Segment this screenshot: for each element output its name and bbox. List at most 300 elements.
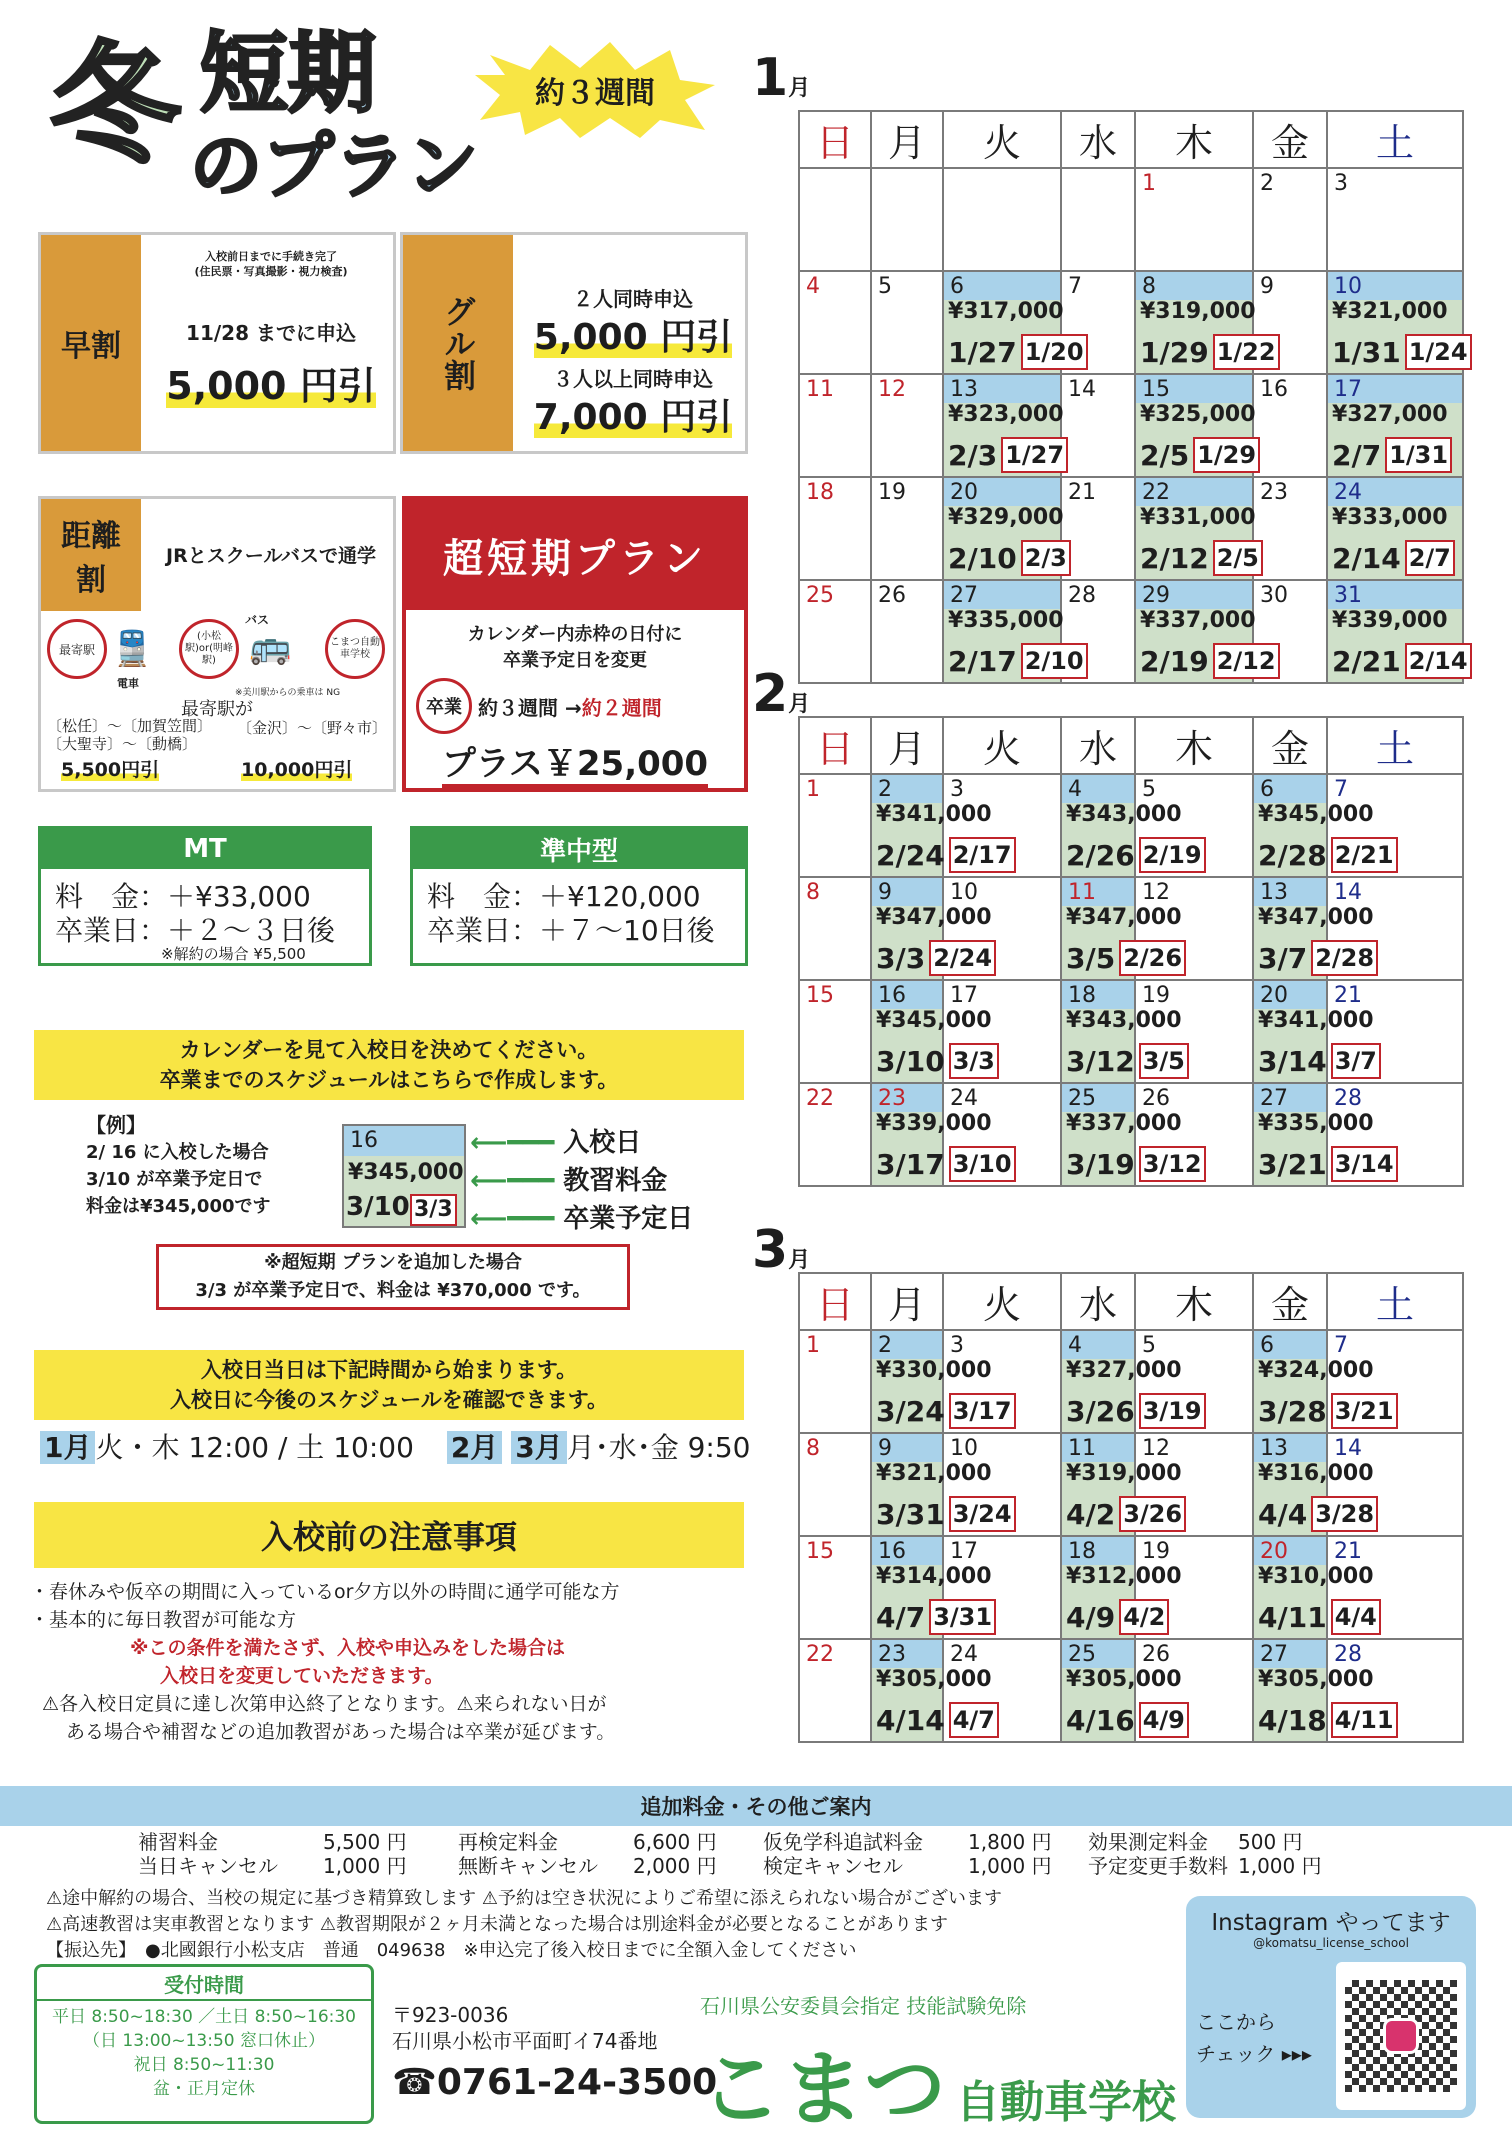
lesson-price: ¥337,000 [1066, 1111, 1182, 1136]
day-number: 2 [1260, 171, 1274, 196]
day-cell [799, 1639, 871, 1742]
mt-fee: 料 金：＋¥33,000 [55, 880, 311, 913]
day-number: 27 [1260, 1086, 1288, 1111]
graduation-date: 2/7 [1332, 439, 1382, 472]
graduation-date: 3/10 [876, 1045, 945, 1078]
weekday-header: 水 [1061, 111, 1135, 168]
day-number: 21 [1334, 983, 1362, 1008]
day-number: 23 [878, 1642, 906, 1667]
day-number: 5 [1142, 1333, 1156, 1358]
super-line1: カレンダー内赤枠の日付に [467, 624, 683, 645]
day-cell [871, 374, 943, 477]
day-cell [799, 980, 871, 1083]
day-cell [1327, 877, 1463, 980]
day-cell[interactable] [1327, 374, 1463, 477]
weekday-header: 日 [799, 111, 871, 168]
area-b: 〔金沢〕～〔野々市〕 [237, 719, 388, 737]
day-cell [943, 1083, 1061, 1186]
day-cell [1253, 477, 1327, 580]
fee-item-value: 1,000 円 [1238, 1854, 1322, 1878]
day-cell [943, 1433, 1061, 1536]
super-short-date: 3/14 [1331, 1146, 1398, 1182]
bus-label: バス [245, 613, 270, 627]
day-number: 16 [878, 1539, 906, 1564]
distance-discount-card [38, 496, 396, 792]
example-text: 【例】 2/ 16 に入校した場合 3/10 が卒業予定日で 料金は¥345,000です [86, 1113, 271, 1217]
march-calendar [798, 1272, 1464, 1743]
graduation-date: 3/19 [1066, 1148, 1135, 1181]
notes-banner: 入校前の注意事項 [34, 1502, 744, 1568]
early-amount: 5,000 円引 [166, 364, 376, 408]
lesson-price: ¥347,000 [1258, 905, 1374, 930]
super-short-date: 2/5 [1213, 540, 1263, 576]
graduation-date: 4/16 [1066, 1704, 1135, 1737]
day-number: 1 [806, 777, 820, 802]
graduation-date: 1/31 [1332, 336, 1401, 369]
day-cell [799, 477, 871, 580]
day-number: 2 [878, 1333, 892, 1358]
day-cell [1135, 980, 1253, 1083]
weekday-header: 土 [1327, 1273, 1463, 1330]
school-address: 〒923-0036 石川県小松市平面町イ74番地 [392, 2003, 658, 2053]
day-cell [799, 774, 871, 877]
fee-item-label: 無断キャンセル [458, 1854, 598, 1878]
february-calendar [798, 716, 1464, 1187]
weekday-header: 金 [1253, 111, 1327, 168]
weekday-header: 水 [1061, 717, 1135, 774]
day-cell [1327, 980, 1463, 1083]
title-winter: 冬 [50, 29, 181, 181]
group-discount-card [400, 232, 748, 454]
group-amount1: 5,000 円引 [533, 317, 733, 358]
lesson-price: ¥323,000 [948, 402, 1064, 427]
feb-label: 2月 [752, 664, 811, 724]
graduation-date: 4/4 [1258, 1498, 1308, 1531]
fee-item-label: 仮免学科追試料金 [763, 1830, 923, 1854]
weekday-header: 金 [1253, 717, 1327, 774]
day-number: 6 [1260, 1333, 1274, 1358]
day-number: 21 [1334, 1539, 1362, 1564]
day-number: 26 [878, 583, 906, 608]
super-line2: 卒業予定日を変更 [503, 650, 647, 671]
super-short-date: 4/7 [949, 1702, 999, 1738]
lesson-price: ¥319,000 [1140, 299, 1256, 324]
super-short-date: 1/29 [1193, 437, 1260, 473]
insta-handle: @komatsu_license_school [1253, 1936, 1409, 1950]
day-number: 23 [1260, 480, 1288, 505]
day-cell[interactable] [1061, 1330, 1202, 1433]
graduation-date: 1/29 [1140, 336, 1209, 369]
day-number: 7 [1334, 1333, 1348, 1358]
early-deadline: 11/28 までに申込 [186, 321, 356, 345]
day-number: 21 [1068, 480, 1096, 505]
day-cell [799, 271, 871, 374]
day-number: 4 [1068, 777, 1082, 802]
fee-item-value: 2,000 円 [633, 1854, 717, 1878]
semi-card [410, 826, 748, 966]
day-number: 9 [1260, 274, 1274, 299]
day-number: 27 [1260, 1642, 1288, 1667]
day-cell [1253, 271, 1327, 374]
start-times: 1月 火・木 12:00 / 土 10:00 2月 3月 月･水･金 9:50 [40, 1426, 750, 1466]
day-cell[interactable] [871, 1330, 1012, 1433]
day-number: 31 [1334, 583, 1362, 608]
day-cell[interactable] [1135, 477, 1259, 580]
day-cell [1327, 1083, 1463, 1186]
bus-icon: 🚌 [249, 627, 292, 667]
hours-card [34, 1964, 374, 2124]
graduation-date: 3/5 [1066, 942, 1116, 975]
super-short-date: 3/3 [949, 1043, 999, 1079]
sample-cell [342, 1124, 466, 1228]
graduation-date: 4/18 [1258, 1704, 1327, 1737]
lesson-price: ¥314,000 [876, 1564, 992, 1589]
day-number: 25 [1068, 1086, 1096, 1111]
day-cell [1061, 580, 1135, 683]
hours-title: 受付時間 [37, 1967, 371, 2001]
day-number: 20 [950, 480, 978, 505]
january-calendar [798, 110, 1468, 684]
day-number: 1 [806, 1333, 820, 1358]
graduation-date: 2/5 [1140, 439, 1190, 472]
empty-cell [1061, 168, 1135, 271]
graduation-date: 3/28 [1258, 1395, 1327, 1428]
day-cell [871, 580, 943, 683]
super-short-date: 3/7 [1331, 1043, 1381, 1079]
graduation-date: 3/14 [1258, 1045, 1327, 1078]
day-cell[interactable] [1253, 1330, 1394, 1433]
graduation-date: 4/2 [1066, 1498, 1116, 1531]
day-number: 2 [878, 777, 892, 802]
day-cell [1061, 271, 1135, 374]
weekday-header: 日 [799, 717, 871, 774]
lesson-price: ¥312,000 [1066, 1564, 1182, 1589]
super-short-date: 2/26 [1119, 940, 1186, 976]
graduation-date: 2/3 [948, 439, 998, 472]
distance-desc: 最寄駅が [181, 699, 253, 720]
day-cell [871, 271, 943, 374]
mt-grad: 卒業日：＋２～３日後 [55, 914, 336, 947]
distance-line: JRとスクールバスで通学 [166, 545, 376, 567]
day-number: 22 [806, 1086, 834, 1111]
day-number: 13 [1260, 880, 1288, 905]
day-number: 19 [878, 480, 906, 505]
graduation-date: 2/12 [1140, 542, 1209, 575]
lesson-price: ¥345,000 [876, 1008, 992, 1033]
fee-item-label: 当日キャンセル [138, 1854, 278, 1878]
day-cell [1135, 1639, 1253, 1742]
school-station: こまつ自動車学校 [325, 619, 385, 679]
day-cell [943, 774, 1061, 877]
day-number: 3 [950, 777, 964, 802]
weekday-header: 木 [1135, 1273, 1253, 1330]
day-cell [1061, 374, 1135, 477]
label-start: 入校日 [563, 1128, 642, 1158]
weekday-header: 月 [871, 111, 943, 168]
lesson-price: ¥324,000 [1258, 1358, 1374, 1383]
day-number: 7 [1068, 274, 1082, 299]
day-number: 8 [806, 880, 820, 905]
mt-title: MT [41, 829, 369, 869]
day-cell[interactable] [943, 374, 1065, 477]
fee-item-value: 1,800 円 [968, 1830, 1052, 1854]
day-cell [871, 477, 943, 580]
fee-item-value: 1,000 円 [323, 1854, 407, 1878]
duration-badge [470, 40, 720, 140]
lesson-price: ¥341,000 [1258, 1008, 1374, 1033]
day-number: 11 [1068, 1436, 1096, 1461]
day-number: 30 [1260, 583, 1288, 608]
day-number: 25 [806, 583, 834, 608]
day-cell[interactable] [1327, 271, 1468, 374]
area-a: 〔松任〕～〔加賀笠間〕〔大聖寺〕～〔動橋〕 [47, 717, 213, 753]
super-short-date: 2/14 [1405, 643, 1472, 679]
amount-b: 10,000円引 [241, 759, 353, 781]
weekday-header: 土 [1327, 717, 1463, 774]
day-cell [799, 1330, 871, 1433]
sample-labels: ⟵━━━ 入校日 ⟵━━━ 教習料金 ⟵━━━ 卒業予定日 [470, 1128, 694, 1234]
day-cell[interactable] [1327, 580, 1468, 683]
day-number: 10 [950, 880, 978, 905]
lesson-price: ¥347,000 [1066, 905, 1182, 930]
graduation-date: 4/9 [1066, 1601, 1116, 1634]
graduation-date: 3/12 [1066, 1045, 1135, 1078]
graduation-date: 3/17 [876, 1148, 945, 1181]
super-short-date: 3/26 [1119, 1496, 1186, 1532]
day-cell[interactable] [871, 774, 1012, 877]
super-short-date: 1/22 [1213, 334, 1280, 370]
day-number: 16 [1260, 377, 1288, 402]
day-number: 27 [950, 583, 978, 608]
lesson-price: ¥319,000 [1066, 1461, 1182, 1486]
day-cell [1327, 774, 1463, 877]
day-cell[interactable] [1253, 774, 1394, 877]
super-title: 超短期プラン [406, 500, 744, 610]
super-short-date: 2/7 [1405, 540, 1455, 576]
fee-item-label: 補習料金 [138, 1830, 218, 1854]
super-short-date: 3/5 [1139, 1043, 1189, 1079]
super-example: ※超短期 プランを追加した場合 3/3 が卒業予定日で、料金は ¥370,000 です。 [156, 1244, 630, 1310]
fees-notes: ⚠途中解約の場合、当校の規定に基づき精算致します ⚠予約は空き状況によりご希望に添えられない場合がございます ⚠高速教習は実車教習となります ⚠教習期限が２ヶ月未満となった場合は別途料金が必要となることがあります 【振込先】 ●北國銀行小松支店 普通 049638 ※申込完了後入校日までに全額入金してください [46, 1888, 1002, 1961]
day-number: 9 [878, 1436, 892, 1461]
mt-note: ※解約の場合 ¥5,500 [161, 945, 306, 963]
title-short-term: 短期 [200, 22, 377, 125]
super-short-date: 3/28 [1311, 1496, 1378, 1532]
day-number: 25 [1068, 1642, 1096, 1667]
day-cell [1135, 877, 1253, 980]
day-cell [1135, 1330, 1253, 1433]
lesson-price: ¥347,000 [876, 905, 992, 930]
day-cell[interactable] [943, 477, 1067, 580]
day-number: 15 [1142, 377, 1170, 402]
sample-super: 3/3 [410, 1194, 457, 1226]
weekday-header: 木 [1135, 111, 1253, 168]
plan-title [40, 22, 520, 220]
graduation-date: 4/14 [876, 1704, 945, 1737]
lesson-price: ¥329,000 [948, 505, 1064, 530]
weekday-header: 火 [943, 717, 1061, 774]
day-cell[interactable] [1135, 374, 1257, 477]
lesson-price: ¥339,000 [1332, 608, 1448, 633]
day-number: 28 [1334, 1086, 1362, 1111]
weekday-header: 水 [1061, 1273, 1135, 1330]
fee-item-label: 予定変更手数料 [1088, 1854, 1228, 1878]
lesson-price: ¥330,000 [876, 1358, 992, 1383]
super-short-date: 2/17 [949, 837, 1016, 873]
label-fee: 教習料金 [563, 1166, 668, 1196]
super-short-date: 3/21 [1331, 1393, 1398, 1429]
lesson-price: ¥333,000 [1332, 505, 1448, 530]
weekday-header: 月 [871, 717, 943, 774]
lesson-price: ¥331,000 [1140, 505, 1256, 530]
super-short-date: 4/4 [1331, 1599, 1381, 1635]
day-number: 8 [1142, 274, 1156, 299]
qr-code[interactable] [1336, 1962, 1466, 2110]
graduation-date: 2/26 [1066, 839, 1135, 872]
day-number: 17 [950, 1539, 978, 1564]
sample-price: ¥345,000 [348, 1160, 464, 1185]
super-short-date: 3/19 [1139, 1393, 1206, 1429]
day-number: 28 [1068, 583, 1096, 608]
day-number: 10 [950, 1436, 978, 1461]
day-number: 14 [1334, 1436, 1362, 1461]
graduation-date: 2/17 [948, 645, 1017, 678]
super-short-date: 2/24 [929, 940, 996, 976]
graduation-date: 4/7 [876, 1601, 926, 1634]
weekday-header: 月 [871, 1273, 943, 1330]
day-cell [1327, 1639, 1463, 1742]
day-number: 4 [806, 274, 820, 299]
lesson-price: ¥343,000 [1066, 802, 1182, 827]
day-number: 7 [1334, 777, 1348, 802]
day-number: 22 [806, 1642, 834, 1667]
semi-fee: 料 金：＋¥120,000 [427, 880, 701, 913]
day-number: 26 [1142, 1086, 1170, 1111]
graduation-date: 2/28 [1258, 839, 1327, 872]
day-cell[interactable] [871, 1433, 1012, 1536]
day-number: 29 [1142, 583, 1170, 608]
weekday-header: 日 [799, 1273, 871, 1330]
transfer-station: (小松駅)or(明峰駅) [179, 619, 239, 679]
super-short-date: 2/21 [1331, 837, 1398, 873]
route-diagram [45, 611, 391, 701]
group-line2: ３人以上同時申込 [553, 367, 713, 391]
school-cert: 石川県公安委員会指定 技能試験免除 [700, 1994, 1027, 2018]
day-number: 1 [1142, 171, 1156, 196]
notes-body: ・春休みや仮卒の期間に入っているor夕方以外の時間に通学可能な方 ・基本的に毎日教習が可能な方 ※この条件を満たさず、入校や申込みをした場合は 入校日を変更していただきます。 ⚠各入校日定員に達し次第申込終了となります。⚠来られない日が ある場合や補習などの追加教習があった場合は卒業が延びます。 [30, 1581, 620, 1743]
insta-check: ここから チェック ▸▸▸ [1196, 2010, 1312, 2066]
lesson-price: ¥343,000 [1066, 1008, 1182, 1033]
mar-label: 3月 [752, 1220, 811, 1280]
fee-item-label: 効果測定料金 [1088, 1830, 1208, 1854]
day-number: 26 [1142, 1642, 1170, 1667]
day-number: 13 [1260, 1436, 1288, 1461]
lesson-price: ¥337,000 [1140, 608, 1256, 633]
day-cell [1327, 1330, 1463, 1433]
graduation-date: 1/27 [948, 336, 1017, 369]
graduation-date: 3/24 [876, 1395, 945, 1428]
lesson-price: ¥321,000 [876, 1461, 992, 1486]
title-plan: のプラン [190, 124, 479, 208]
day-number: 6 [950, 274, 964, 299]
day-cell [1135, 168, 1253, 271]
lesson-price: ¥335,000 [948, 608, 1064, 633]
graduation-date: 2/10 [948, 542, 1017, 575]
day-cell[interactable] [1061, 774, 1202, 877]
lesson-price: ¥321,000 [1332, 299, 1448, 324]
distance-label: 距離割 [41, 499, 141, 611]
graduation-date: 4/11 [1258, 1601, 1327, 1634]
day-number: 18 [1068, 1539, 1096, 1564]
day-cell [943, 1639, 1061, 1742]
graduation-tag: 卒業 [416, 678, 472, 734]
day-number: 20 [1260, 1539, 1288, 1564]
duration-text: 約３週間 [535, 76, 655, 111]
day-number: 12 [1142, 1436, 1170, 1461]
fee-item-value: 6,600 円 [633, 1830, 717, 1854]
label-grad: 卒業予定日 [563, 1204, 694, 1234]
lesson-price: ¥325,000 [1140, 402, 1256, 427]
day-cell[interactable] [1327, 477, 1463, 580]
instagram-icon [1383, 2018, 1419, 2054]
start-jan: 1月 [40, 1431, 95, 1464]
day-cell [1327, 168, 1463, 271]
lesson-price: ¥305,000 [1258, 1667, 1374, 1692]
super-short-card [402, 496, 748, 792]
early-note: 入校前日までに手続き完了 (住民票・写真撮影・視力検査) [194, 250, 348, 278]
graduation-date: 3/26 [1066, 1395, 1135, 1428]
empty-cell [943, 168, 1061, 271]
graduation-date: 3/3 [876, 942, 926, 975]
day-number: 18 [806, 480, 834, 505]
day-number: 16 [878, 983, 906, 1008]
route-note: ※美川駅からの乗車は NG [235, 688, 341, 698]
day-cell [943, 1536, 1061, 1639]
day-number: 13 [950, 377, 978, 402]
day-number: 24 [950, 1642, 978, 1667]
group-amount2: 7,000 円引 [533, 397, 733, 438]
day-number: 19 [1142, 1539, 1170, 1564]
day-cell [1061, 477, 1135, 580]
weekday-header: 土 [1327, 111, 1463, 168]
super-short-date: 3/24 [949, 1496, 1016, 1532]
graduation-date: 3/7 [1258, 942, 1308, 975]
train-label: 電車 [117, 677, 139, 690]
day-number: 17 [950, 983, 978, 1008]
super-short-date: 2/10 [1021, 643, 1088, 679]
day-cell [1135, 1536, 1253, 1639]
jan-label: 1月 [752, 48, 811, 108]
lesson-price: ¥316,000 [1258, 1461, 1374, 1486]
day-number: 9 [878, 880, 892, 905]
lesson-price: ¥305,000 [1066, 1667, 1182, 1692]
weekday-header: 木 [1135, 717, 1253, 774]
semi-title: 準中型 [413, 829, 745, 869]
day-number: 3 [950, 1333, 964, 1358]
day-number: 3 [1334, 171, 1348, 196]
day-number: 5 [878, 274, 892, 299]
graduation-date: 2/21 [1332, 645, 1401, 678]
day-cell[interactable] [1135, 271, 1276, 374]
day-number: 24 [1334, 480, 1362, 505]
day-cell[interactable] [943, 271, 1084, 374]
phone-icon: ☎ [392, 2062, 437, 2103]
day-cell [943, 877, 1061, 980]
day-number: 24 [950, 1086, 978, 1111]
lesson-price: ¥327,000 [1066, 1358, 1182, 1383]
day-cell [1135, 774, 1253, 877]
lesson-price: ¥317,000 [948, 299, 1064, 324]
